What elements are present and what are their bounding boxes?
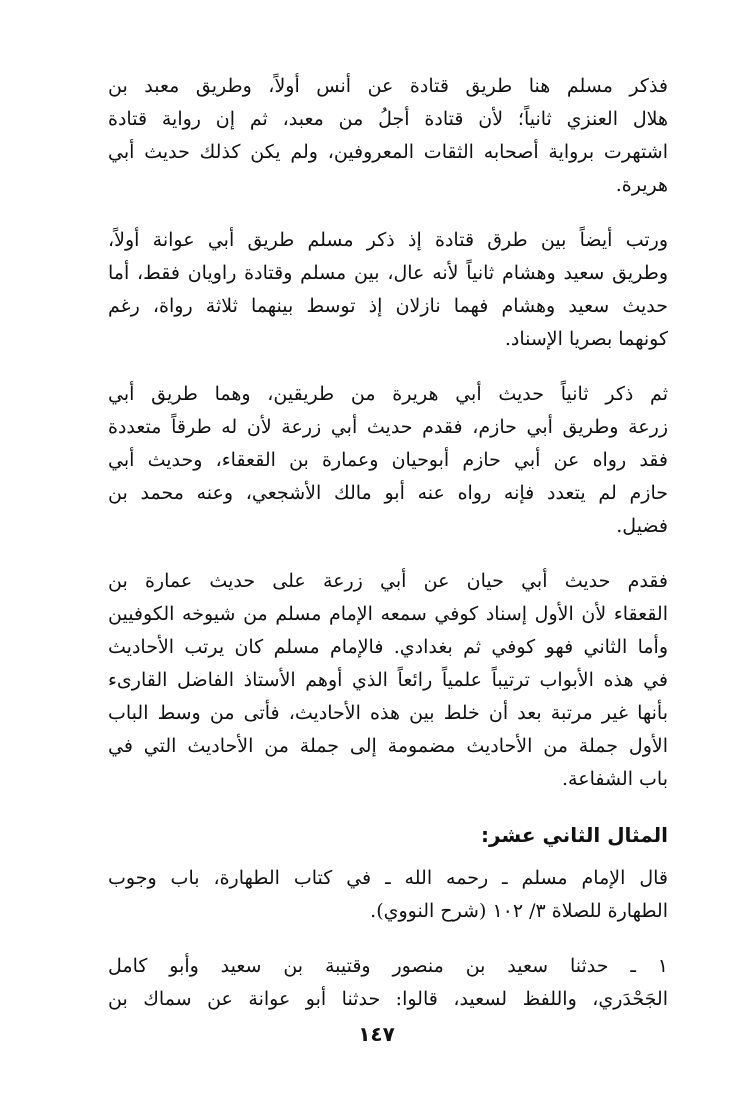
text-line: هريرة. xyxy=(615,174,668,196)
text-line: حديث سعيد وهشام فهما نازلان إذ توسط بينهما ثلاثة رواة، رغم xyxy=(108,295,668,317)
text-line: في هذه الأبواب ترتيباً علمياً رائعاً الذي أوهم الأستاذ الفاضل القارىء xyxy=(108,669,668,691)
text-line: زرعة وطريق أبي حازم، فقدم حديث أبي زرعة لأن له طرقاً متعددة xyxy=(108,416,668,438)
paragraph-2 xyxy=(108,224,668,356)
text-line: ١ ـ حدثنا سعيد بن منصور وقتيبة بن سعيد وأبو كامل xyxy=(108,955,668,977)
text-line: باب الشفاعة. xyxy=(562,768,668,790)
text-line: اشتهرت برواية أصحابه الثقات المعروفين، ولم يكن كذلك حديث أبي xyxy=(108,141,668,163)
section-heading: المثال الثاني عشر: xyxy=(481,823,668,847)
text-line: فضيل. xyxy=(616,515,668,537)
text-line: الأول جملة من الأحاديث مضمومة إلى جملة من الأحاديث التي في xyxy=(108,735,668,757)
text-line: فقد رواه عن أبي حازم أبوحيان وعمارة بن القعقاء، وحديث أبي xyxy=(108,449,668,471)
text-line: بأنها غير مرتبة بعد أن خلط بين هذه الأحاديث، فأتى من وسط الباب xyxy=(108,702,668,724)
text-line: الطهارة للصلاة ٣/ ١٠٢ (شرح النووي). xyxy=(370,900,668,922)
text-line: هلال العنزي ثانياً؛ لأن قتادة أجلُ من معبد، ثم إن رواية قتادة xyxy=(108,108,668,130)
page-number: ١٤٧ xyxy=(358,1022,395,1046)
text-line: حازم لم يتعدد فإنه رواه عنه أبو مالك الأشجعي، وعنه محمد بن xyxy=(108,482,668,504)
text-line: ثم ذكر ثانياً حديث أبي هريرة من طريقين، وهما طريق أبي xyxy=(108,383,668,405)
text-line: ورتب أيضاً بين طرق قتادة إذ ذكر مسلم طريق أبي عوانة أولاً، xyxy=(108,229,668,251)
text-line: وطريق سعيد وهشام ثانياً لأنه عال، بين مسلم وقتادة راويان فقط، أما xyxy=(108,262,668,284)
paragraph-4 xyxy=(108,565,668,796)
page-body xyxy=(108,70,668,1038)
text-line: وأما الثاني فهو كوفي ثم بغدادي. فالإمام مسلم كان يرتب الأحاديث xyxy=(108,636,668,658)
text-line: القعقاء لأن الأول إسناد كوفي سمعه الإمام مسلم من شيوخه الكوفيين xyxy=(108,603,668,625)
paragraph-1 xyxy=(108,70,668,202)
paragraph-5 xyxy=(108,862,668,928)
text-line: الجَحْدَري، واللفظ لسعيد، قالوا: حدثنا أبو عوانة عن سماك بن xyxy=(108,988,668,1010)
text-line: قال الإمام مسلم ـ رحمه الله ـ في كتاب الطهارة، باب وجوب xyxy=(108,867,668,889)
text-line: كونهما بصريا الإسناد. xyxy=(504,328,668,350)
text-line: فقدم حديث أبي حيان عن أبي زرعة على حديث عمارة بن xyxy=(108,570,668,592)
paragraph-3 xyxy=(108,378,668,543)
paragraph-6 xyxy=(108,950,668,1016)
text-line: فذكر مسلم هنا طريق قتادة عن أنس أولاً، وطريق معبد بن xyxy=(108,75,668,97)
